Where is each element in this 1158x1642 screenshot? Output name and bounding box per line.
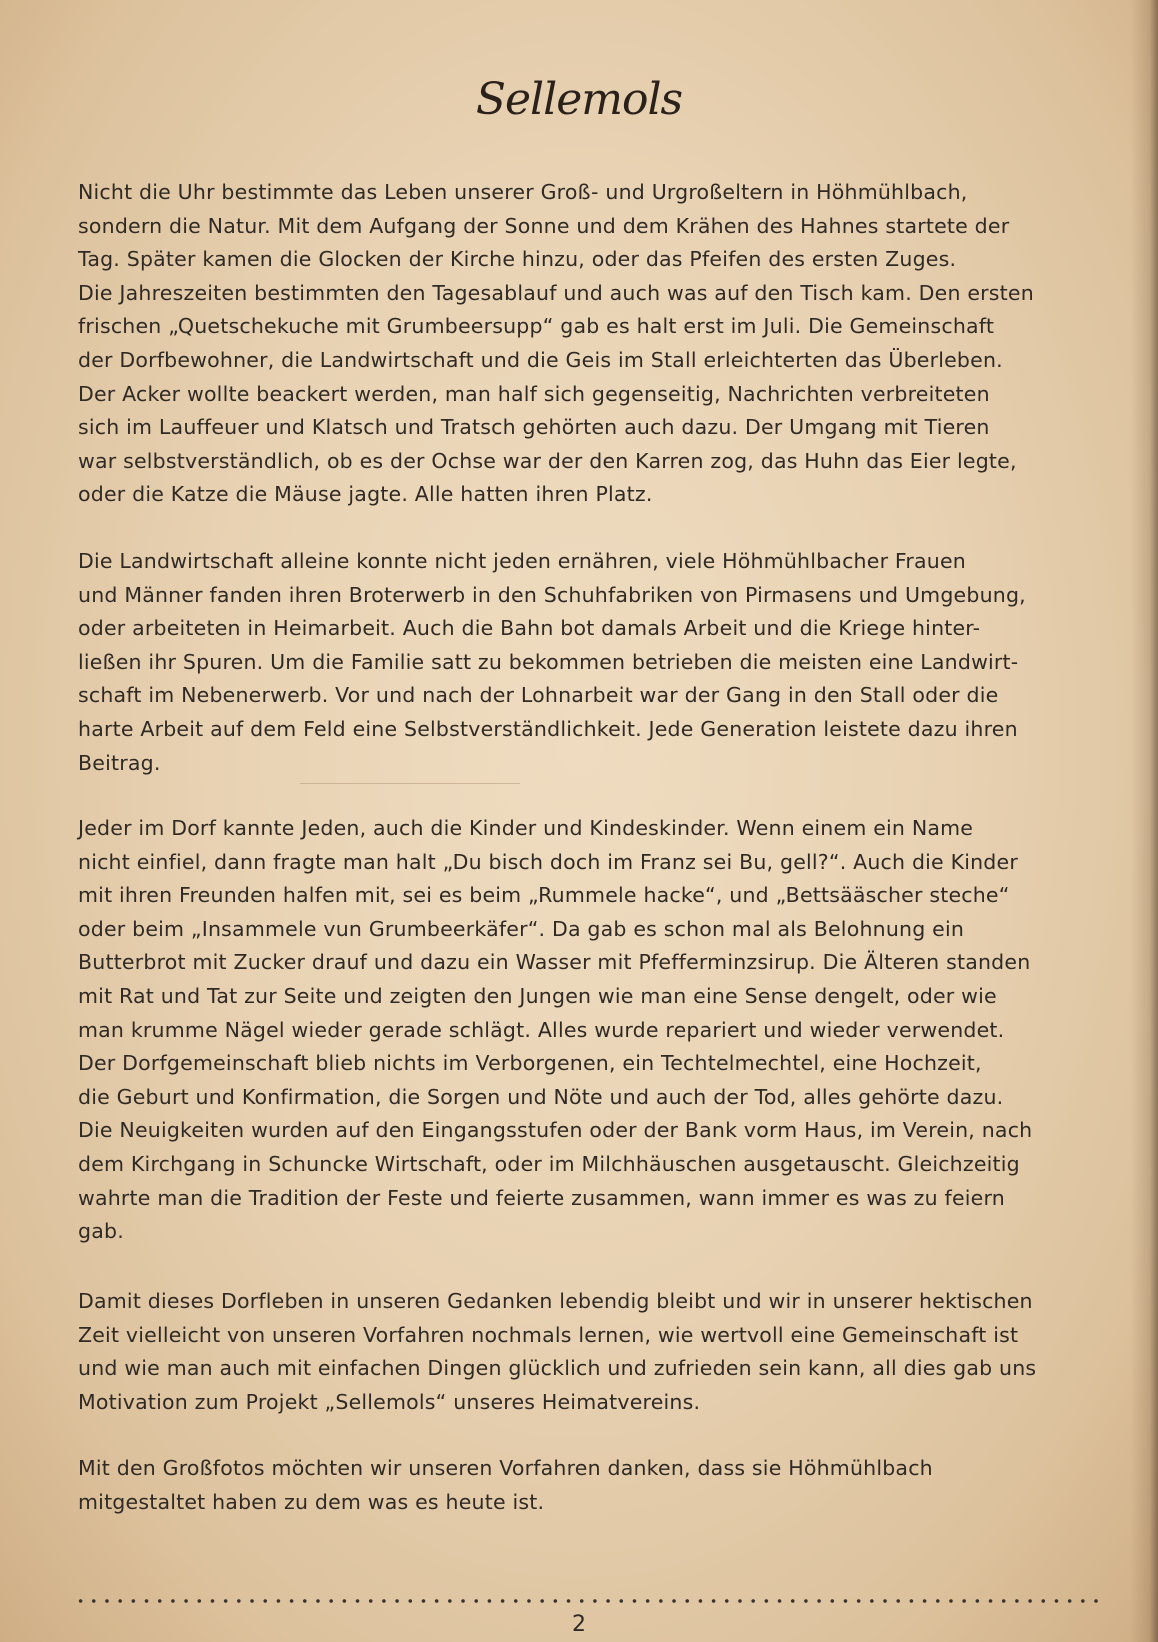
text-line: ließen ihr Spuren. Um die Familie satt zu bekommen betrieben die meisten eine Landwirt- — [78, 649, 1019, 674]
paragraph-5 — [78, 1452, 1098, 1519]
paragraph-1 — [78, 176, 1098, 512]
paper-crease — [300, 783, 520, 784]
text-line: schaft im Nebenerwerb. Vor und nach der Lohnarbeit war der Gang in den Stall oder die — [78, 683, 999, 708]
text-line: Zeit vielleicht von unseren Vorfahren nochmals lernen, wie wertvoll eine Gemeinschaft ist — [78, 1322, 1019, 1347]
text-line: sondern die Natur. Mit dem Aufgang der Sonne und dem Krähen des Hahnes startete der — [78, 213, 1010, 238]
text-line: sich im Lauffeuer und Klatsch und Tratsch gehörten auch dazu. Der Umgang mit Tieren — [78, 415, 990, 440]
text-line: Damit dieses Dorfleben in unseren Gedanken lebendig bleibt und wir in unserer hektischen — [78, 1289, 1033, 1313]
text-line: mit ihren Freunden halfen mit, sei es beim „Rummele hacke“, und „Bettsääscher steche“ — [78, 883, 1010, 908]
text-line: mitgestaltet haben zu dem was es heute ist. — [78, 1489, 545, 1514]
text-line: Die Jahreszeiten bestimmten den Tagesablauf und auch was auf den Tisch kam. Den ersten — [78, 280, 1034, 305]
page-number: 2 — [572, 1612, 586, 1637]
text-line: gab. — [78, 1219, 124, 1244]
text-line: oder beim „Insammele vun Grumbeerkäfer“. Da gab es schon mal als Belohnung ein — [78, 916, 965, 941]
text-line: der Dorfbewohner, die Landwirtschaft und die Geis im Stall erleichterten das Überleben. — [78, 347, 1003, 372]
text-line: frischen „Quetschekuche mit Grumbeersupp“ gab es halt erst im Juli. Die Gemeinschaft — [78, 314, 995, 339]
text-line: harte Arbeit auf dem Feld eine Selbstverständlichkeit. Jede Generation leistete dazu ihren — [78, 716, 1018, 741]
text-line: Jeder im Dorf kannte Jeden, auch die Kinder und Kindeskinder. Wenn einem ein Name — [78, 816, 974, 840]
text-line: Der Acker wollte beackert werden, man half sich gegenseitig, Nachrichten verbreiteten — [78, 381, 990, 406]
paragraph-4 — [78, 1285, 1098, 1419]
paragraph-2 — [78, 545, 1098, 780]
text-line: nicht einfiel, dann fragte man halt „Du bisch doch im Franz sei Bu, gell?“. Auch die Kinder — [78, 849, 1018, 874]
text-line: Beitrag. — [78, 750, 161, 775]
text-line: und Männer fanden ihren Broterwerb in den Schuhfabriken von Pirmasens und Umgebung, — [78, 582, 1026, 607]
page-title: Sellemols — [475, 74, 683, 125]
text-line: Der Dorfgemeinschaft blieb nichts im Verborgenen, ein Techtelmechtel, eine Hochzeit, — [78, 1051, 982, 1076]
text-line: wahrte man die Tradition der Feste und feierte zusammen, wann immer es was zu feiern — [78, 1185, 1005, 1210]
text-line: und wie man auch mit einfachen Dingen glücklich und zufrieden sein kann, all dies gab uns — [78, 1356, 1037, 1381]
text-line: dem Kirchgang in Schuncke Wirtschaft, oder im Milchhäuschen ausgetauscht. Gleichzeitig — [78, 1151, 1020, 1176]
text-line: man krumme Nägel wieder gerade schlägt. Alles wurde repariert und wieder verwendet. — [78, 1017, 1005, 1042]
text-line: oder die Katze die Mäuse jagte. Alle hatten ihren Platz. — [78, 482, 653, 507]
text-line: oder arbeiteten in Heimarbeit. Auch die Bahn bot damals Arbeit und die Kriege hinter- — [78, 616, 981, 641]
text-line: mit Rat und Tat zur Seite und zeigten den Jungen wie man eine Sense dengelt, oder wie — [78, 983, 997, 1008]
text-line: Motivation zum Projekt „Sellemols“ unseres Heimatvereins. — [78, 1389, 701, 1414]
paragraph-3 — [78, 812, 1098, 1249]
text-line: Tag. Später kamen die Glocken der Kirche hinzu, oder das Pfeifen des ersten Zuges. — [78, 247, 957, 272]
text-line: Nicht die Uhr bestimmte das Leben unserer Groß- und Urgroßeltern in Höhmühlbach, — [78, 180, 968, 204]
text-line: Die Landwirtschaft alleine konnte nicht jeden ernähren, viele Höhmühlbacher Frauen — [78, 549, 967, 573]
text-line: Mit den Großfotos möchten wir unseren Vorfahren danken, dass sie Höhmühlbach — [78, 1456, 933, 1480]
dotted-divider — [74, 1598, 1098, 1604]
text-line: die Geburt und Konfirmation, die Sorgen und Nöte und auch der Tod, alles gehörte dazu. — [78, 1084, 1004, 1109]
text-line: Die Neuigkeiten wurden auf den Eingangsstufen oder der Bank vorm Haus, im Verein, nach — [78, 1118, 1033, 1143]
text-line: war selbstverständlich, ob es der Ochse war der den Karren zog, das Huhn das Eier legte, — [78, 448, 1017, 473]
text-line: Butterbrot mit Zucker drauf und dazu ein Wasser mit Pfefferminzsirup. Die Älteren standen — [78, 950, 1031, 975]
page-edge-shadow — [1130, 0, 1158, 1642]
